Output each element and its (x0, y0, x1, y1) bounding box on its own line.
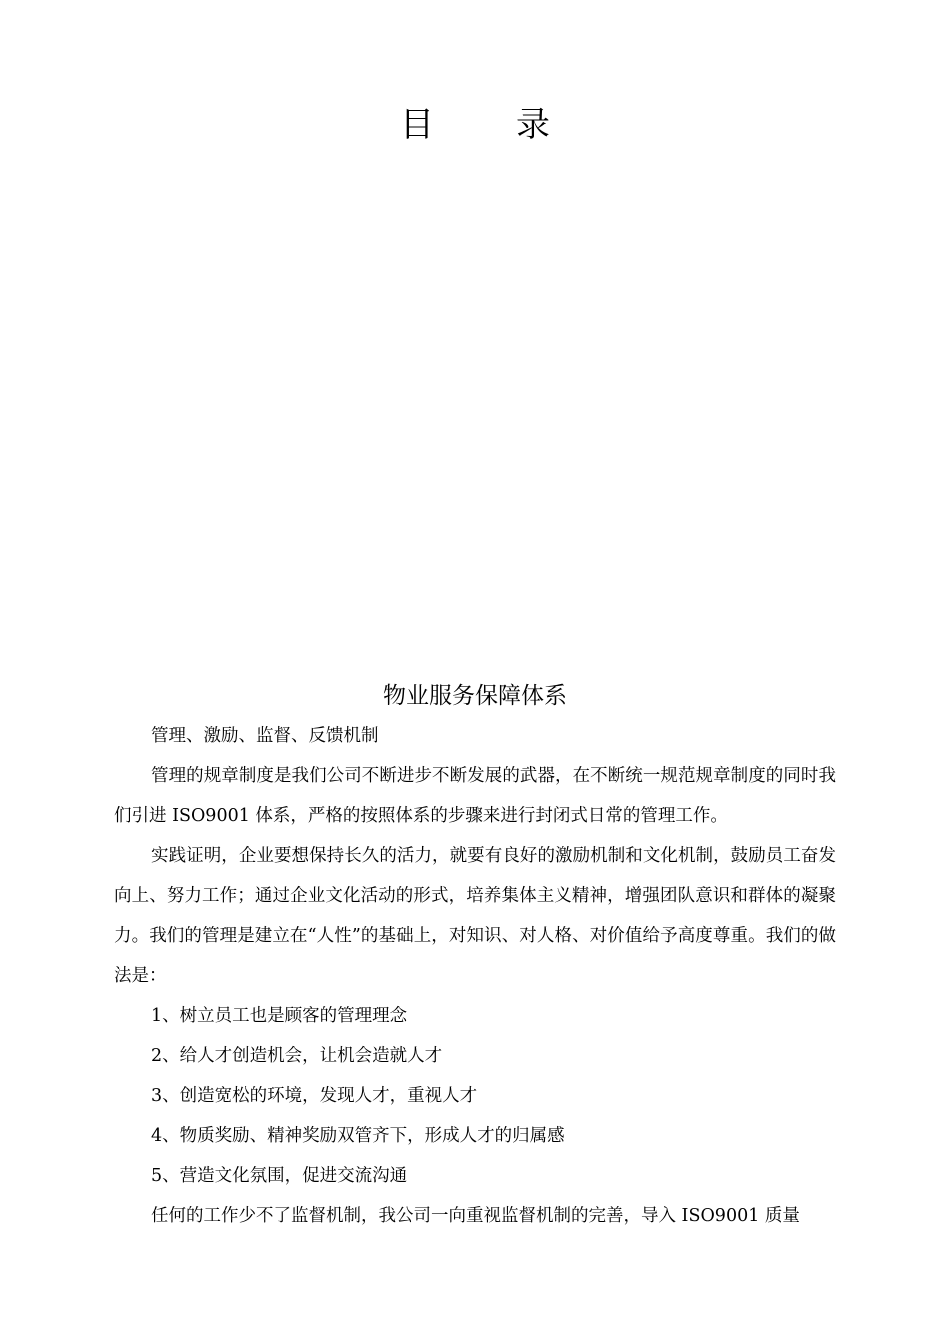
paragraph-management: 管理的规章制度是我们公司不断进步不断发展的武器，在不断统一规范规章制度的同时我们引进 ISO9001 体系，严格的按照体系的步骤来进行封闭式日常的管理工作。 (114, 766, 836, 826)
section-title: 物业服务保障体系 (383, 683, 567, 709)
paragraph-incentive: 实践证明，企业要想保持长久的活力，就要有良好的激励机制和文化机制，鼓励员工奋发向上、努力工作；通过企业文化活动的形式，培养集体主义精神，增强团队意识和群体的凝聚力。我们的管理是建立在“人性”的基础上，对知识、对人格、对价值给予高度尊重。我们的做法是： (114, 846, 836, 986)
list-item: 1、树立员工也是顾客的管理理念 (151, 1006, 408, 1026)
list-item: 2、给人才创造机会，让机会造就人才 (151, 1046, 443, 1066)
list-item: 5、营造文化氛围，促进交流沟通 (151, 1166, 408, 1186)
toc-title: 目录 (400, 105, 632, 145)
body-text (114, 716, 836, 1236)
list-item: 4、物质奖励、精神奖励双管齐下，形成人才的归属感 (151, 1126, 565, 1146)
paragraph-supervision: 任何的工作少不了监督机制，我公司一向重视监督机制的完善，导入 ISO9001 质量 (151, 1206, 800, 1226)
section-subtitle: 管理、激励、监督、反馈机制 (151, 726, 379, 746)
list-item: 3、创造宽松的环境，发现人才，重视人才 (151, 1086, 478, 1106)
